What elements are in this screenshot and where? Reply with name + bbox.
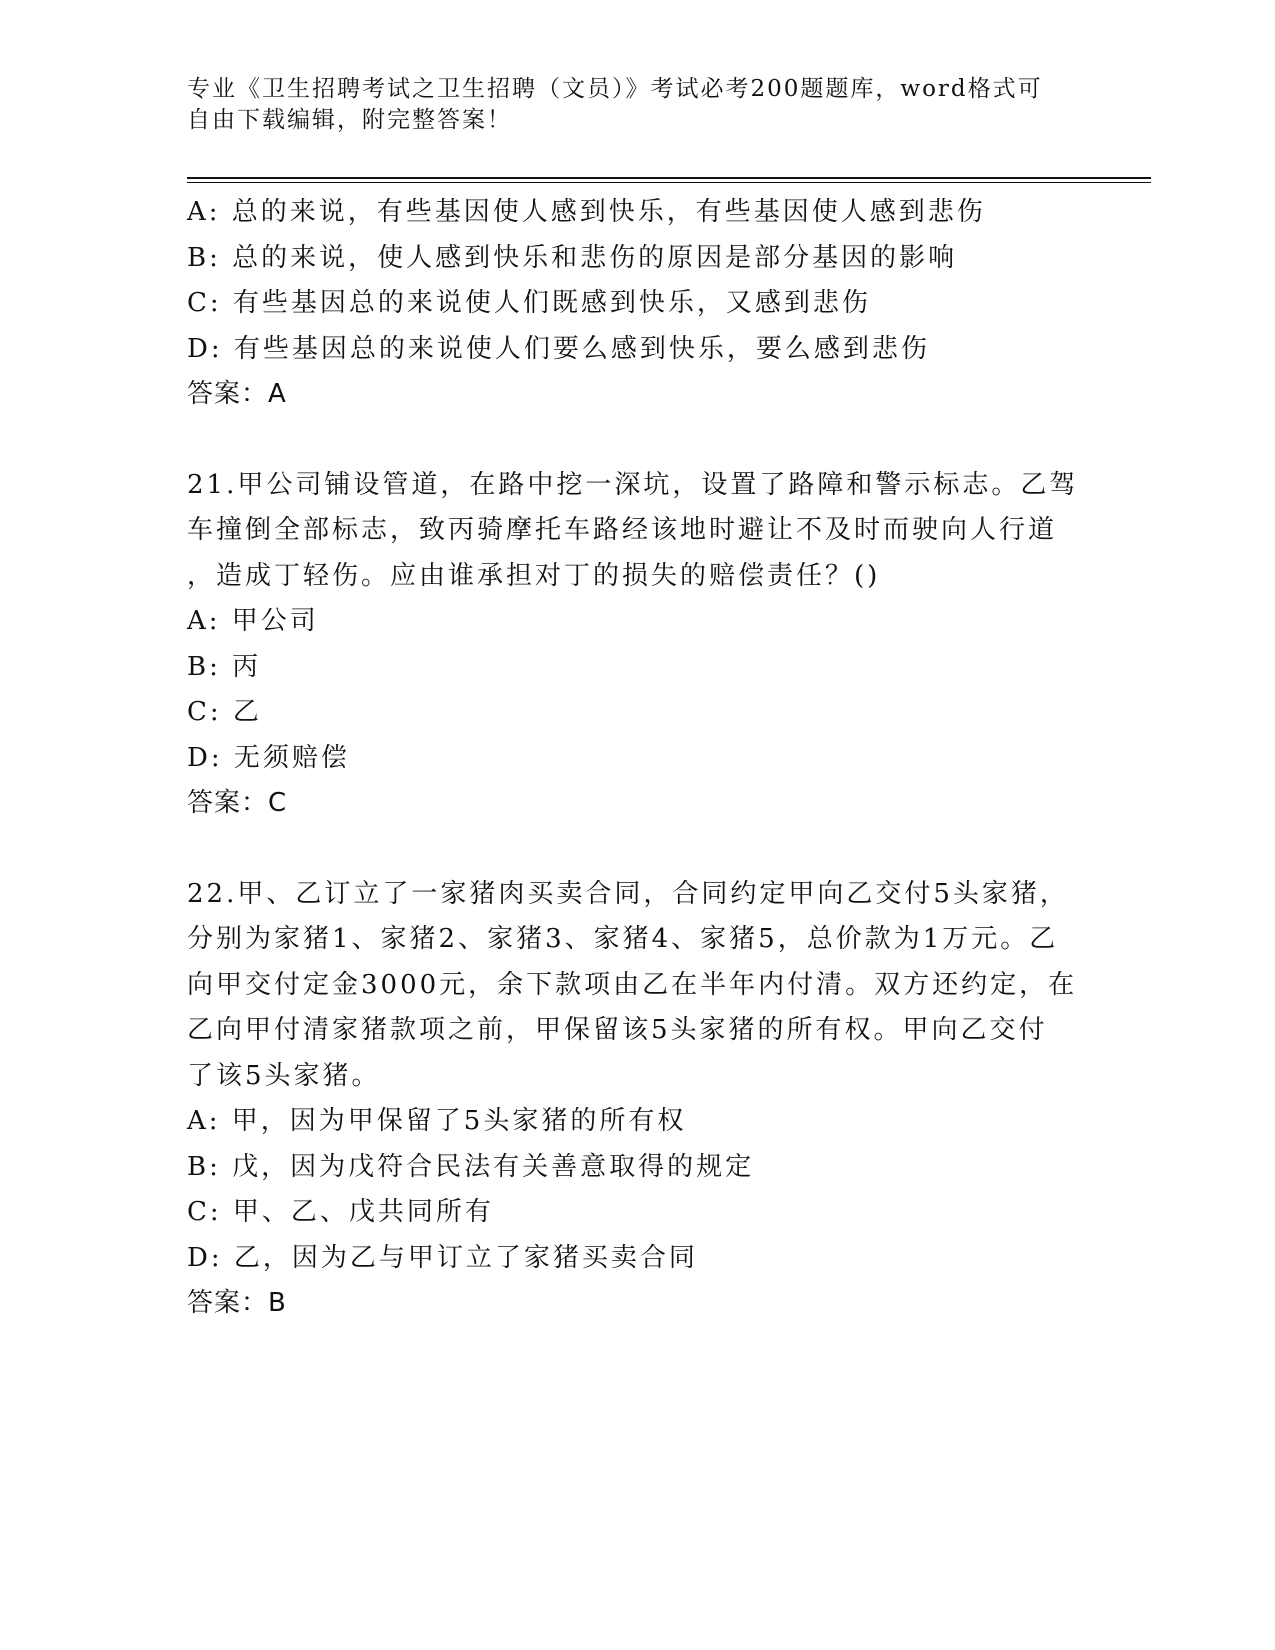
- answer: 答案：C: [187, 788, 288, 818]
- header-divider-thin: [187, 182, 1151, 183]
- option-b: B: 总的来说，使人感到快乐和悲伤的原因是部分基因的影响: [187, 242, 958, 273]
- question-text-line: 车撞倒全部标志，致丙骑摩托车路经该地时避让不及时而驶向人行道: [187, 515, 1058, 545]
- question-text-line: 了该5头家猪。: [187, 1060, 381, 1091]
- question-block-22: [187, 872, 1087, 1327]
- option-d: D: 有些基因总的来说使人们要么感到快乐，要么感到悲伤: [187, 333, 930, 364]
- question-text-line: ，造成丁轻伤。应由谁承担对丁的损失的赔偿责任？(): [187, 560, 881, 591]
- option-a: A: 甲公司: [187, 606, 319, 636]
- question-text-line: 21.甲公司铺设管道，在路中挖一深坑，设置了路障和警示标志。乙驾: [187, 469, 1079, 500]
- option-b: B: 戊，因为戊符合民法有关善意取得的规定: [187, 1151, 755, 1182]
- option-b: B: 丙: [187, 651, 262, 682]
- document-header: 专业《卫生招聘考试之卫生招聘（文员）》考试必考200题题库，word格式可自由下载编辑，附完整答案！: [187, 76, 1043, 133]
- option-d: D: 乙，因为乙与甲订立了家猪买卖合同: [187, 1242, 698, 1273]
- answer: 答案：A: [187, 379, 287, 409]
- option-a: A: 总的来说，有些基因使人感到快乐，有些基因使人感到悲伤: [187, 197, 986, 227]
- question-block-prev: [187, 190, 1087, 418]
- option-a: A: 甲，因为甲保留了5头家猪的所有权: [187, 1106, 687, 1136]
- option-c: C: 乙: [187, 697, 262, 727]
- question-block-21: [187, 463, 1087, 827]
- answer: 答案：B: [187, 1288, 287, 1318]
- question-text-line: 分别为家猪1、家猪2、家猪3、家猪4、家猪5，总价款为1万元。乙: [187, 924, 1059, 954]
- option-c: C: 甲、乙、戊共同所有: [187, 1197, 494, 1227]
- question-text-line: 乙向甲付清家猪款项之前，甲保留该5头家猪的所有权。甲向乙交付: [187, 1015, 1048, 1045]
- question-text-line: 向甲交付定金3000元，余下款项由乙在半年内付清。双方还约定，在: [187, 969, 1078, 1000]
- option-d: D: 无须赔偿: [187, 742, 350, 773]
- header-divider-thick: [187, 177, 1151, 179]
- question-list: [187, 190, 1087, 1327]
- option-c: C: 有些基因总的来说使人们既感到快乐，又感到悲伤: [187, 288, 871, 318]
- question-text-line: 22.甲、乙订立了一家猪肉买卖合同，合同约定甲向乙交付5头家猪，: [187, 878, 1069, 909]
